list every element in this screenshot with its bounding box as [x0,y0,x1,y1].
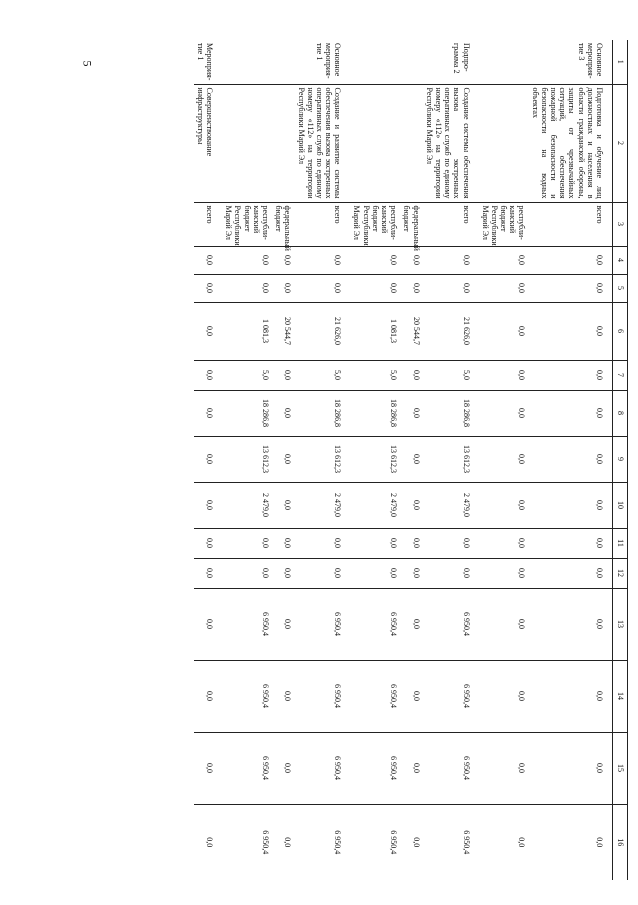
value-cell: 1 081,3 [350,302,400,360]
value-cell: 0,0 [194,390,222,436]
value-cell: 0,0 [529,732,613,804]
program-name-cell: Создание и развитие системы обеспечения вызова экстренных оперативных служб по единому номеру «112» на территории Республики Марий Эл [294,84,350,202]
table-row [529,40,613,880]
value-cell: 0,0 [222,528,272,558]
value-cell: 6 950,4 [350,804,400,880]
value-cell: 0,0 [400,360,422,390]
funding-source-cell: республи-канский бюджет Республики Марий Эл [479,202,529,246]
table-row [400,40,422,880]
column-header: 8 [613,390,628,436]
value-cell: 6 950,4 [350,660,400,732]
value-cell: 0,0 [479,246,529,274]
value-cell: 18 286,8 [222,390,272,436]
value-cell: 0,0 [479,804,529,880]
table-header-row [613,40,628,880]
column-header: 9 [613,436,628,482]
value-cell: 0,0 [423,246,479,274]
value-cell: 0,0 [272,804,294,880]
value-cell: 20 544,7 [272,302,294,360]
column-header: 16 [613,804,628,880]
value-cell: 5,0 [222,360,272,390]
value-cell: 6 950,4 [294,588,350,660]
value-cell: 0,0 [350,528,400,558]
value-cell: 0,0 [272,246,294,274]
funding-source-cell: всего [529,202,613,246]
value-cell: 0,0 [272,588,294,660]
value-cell: 5,0 [294,360,350,390]
table-row [479,40,529,880]
value-cell: 2 479,0 [294,482,350,528]
value-cell: 0,0 [350,558,400,588]
value-cell: 0,0 [479,660,529,732]
value-cell: 0,0 [294,246,350,274]
value-cell: 0,0 [400,274,422,302]
value-cell: 1 081,3 [222,302,272,360]
value-cell: 18 286,8 [294,390,350,436]
program-type-cell: Основное мероприя-тие 3 [576,43,604,79]
value-cell: 0,0 [400,246,422,274]
program-name-cell [350,84,400,202]
column-header: 13 [613,588,628,660]
column-header: 7 [613,360,628,390]
value-cell: 0,0 [400,804,422,880]
column-header: 2 [613,84,628,202]
value-cell: 0,0 [294,528,350,558]
value-cell: 0,0 [479,302,529,360]
column-header: 11 [613,528,628,558]
table-row [350,40,400,880]
value-cell: 0,0 [479,274,529,302]
value-cell: 6 950,4 [423,588,479,660]
program-name-cell: Создание системы обеспечения вызова экстренных оперативных служб по единому номеру «112» на территории Республики Марий Эл [423,84,479,202]
value-cell: 0,0 [529,558,613,588]
value-cell: 0,0 [272,274,294,302]
column-header: 14 [613,660,628,732]
value-cell: 0,0 [400,660,422,732]
program-type-cell: Подпро-грамма 2 [452,43,471,74]
value-cell: 0,0 [479,360,529,390]
value-cell: 13 612,3 [294,436,350,482]
column-header: 12 [613,558,628,588]
table-row [272,40,294,880]
value-cell: 0,0 [423,558,479,588]
value-cell: 0,0 [529,588,613,660]
value-cell: 0,0 [423,528,479,558]
value-cell: 0,0 [400,732,422,804]
value-cell: 6 950,4 [423,732,479,804]
program-type-cell [479,40,529,84]
value-cell: 0,0 [272,528,294,558]
value-cell: 21 626,0 [294,302,350,360]
value-cell: 0,0 [529,804,613,880]
funding-source-cell: всего [294,202,350,246]
value-cell: 0,0 [350,274,400,302]
value-cell: 6 950,4 [294,804,350,880]
value-cell: 18 286,8 [350,390,400,436]
value-cell: 0,0 [222,274,272,302]
value-cell: 0,0 [194,360,222,390]
budget-table [194,40,628,880]
program-type-cell [400,40,422,84]
value-cell: 0,0 [479,558,529,588]
program-name-cell: Совершенствование инфраструктуры [194,84,222,202]
funding-source-cell: федеральный бюджет [400,202,422,246]
value-cell: 0,0 [479,482,529,528]
rotated-table-wrapper [132,40,628,880]
value-cell: 0,0 [272,558,294,588]
value-cell: 0,0 [529,246,613,274]
value-cell: 0,0 [194,558,222,588]
value-cell: 21 626,0 [423,302,479,360]
column-header: 1 [613,40,628,84]
value-cell: 6 950,4 [222,588,272,660]
program-name-cell [222,84,272,202]
program-name-cell [272,84,294,202]
value-cell: 0,0 [529,302,613,360]
value-cell: 0,0 [194,302,222,360]
value-cell: 0,0 [529,660,613,732]
value-cell: 5,0 [423,360,479,390]
value-cell: 6 950,4 [294,660,350,732]
value-cell: 0,0 [194,528,222,558]
value-cell: 0,0 [294,274,350,302]
value-cell: 6 950,4 [350,732,400,804]
column-header: 10 [613,482,628,528]
column-header: 6 [613,302,628,360]
value-cell: 0,0 [479,732,529,804]
value-cell: 13 612,3 [423,436,479,482]
value-cell: 0,0 [529,274,613,302]
value-cell: 0,0 [272,482,294,528]
value-cell: 0,0 [272,660,294,732]
value-cell: 0,0 [400,482,422,528]
value-cell: 2 479,0 [222,482,272,528]
value-cell: 0,0 [194,804,222,880]
value-cell: 0,0 [272,436,294,482]
table-body [194,40,613,880]
value-cell: 0,0 [529,390,613,436]
value-cell: 0,0 [272,360,294,390]
funding-source-cell: республи-канский бюджет Республики Марий Эл [222,202,272,246]
value-cell: 0,0 [400,558,422,588]
value-cell: 2 479,0 [350,482,400,528]
program-type-cell [350,40,400,84]
value-cell: 0,0 [194,482,222,528]
value-cell: 0,0 [194,588,222,660]
funding-source-cell: всего [423,202,479,246]
value-cell: 0,0 [194,436,222,482]
value-cell: 6 950,4 [222,660,272,732]
value-cell: 0,0 [529,482,613,528]
value-cell: 0,0 [194,660,222,732]
value-cell: 0,0 [479,390,529,436]
value-cell: 0,0 [194,246,222,274]
value-cell: 0,0 [400,390,422,436]
column-header: 4 [613,246,628,274]
value-cell: 0,0 [529,360,613,390]
value-cell: 0,0 [479,528,529,558]
column-header: 15 [613,732,628,804]
table-row [222,40,272,880]
value-cell: 6 950,4 [222,804,272,880]
funding-source-cell: республи-канский бюджет Республики Марий Эл [350,202,400,246]
value-cell: 0,0 [194,274,222,302]
value-cell: 5,0 [350,360,400,390]
value-cell: 0,0 [222,246,272,274]
value-cell: 6 950,4 [423,804,479,880]
value-cell: 13 612,3 [222,436,272,482]
value-cell: 0,0 [529,436,613,482]
program-type-cell [272,40,294,84]
value-cell: 0,0 [423,274,479,302]
value-cell: 18 286,8 [423,390,479,436]
value-cell: 0,0 [400,588,422,660]
program-name-cell: Подготовка и обучение лиц должностных и населения в области гражданской обороны, защиты от чрезвычайных ситуаций, обеспечения пожарной безопасности и безопасности на водных объектах [529,84,613,202]
value-cell: 13 612,3 [350,436,400,482]
value-cell: 0,0 [400,528,422,558]
column-header: 3 [613,202,628,246]
value-cell: 0,0 [194,732,222,804]
value-cell: 0,0 [294,558,350,588]
value-cell: 0,0 [479,588,529,660]
value-cell: 20 544,7 [400,302,422,360]
value-cell: 0,0 [272,732,294,804]
column-header: 5 [613,274,628,302]
value-cell: 6 950,4 [294,732,350,804]
page-number: 5 [80,60,95,67]
value-cell: 0,0 [529,528,613,558]
program-name-cell [479,84,529,202]
program-type-cell: Мероприя-тие 1 [195,43,215,81]
value-cell: 6 950,4 [350,588,400,660]
funding-source-cell: всего [194,202,222,246]
value-cell: 0,0 [222,558,272,588]
table-row [294,40,350,880]
funding-source-cell: федеральный бюджет [272,202,294,246]
value-cell: 0,0 [350,246,400,274]
table-row [423,40,479,880]
program-type-cell [222,40,272,84]
value-cell: 6 950,4 [222,732,272,804]
value-cell: 2 479,0 [423,482,479,528]
value-cell: 0,0 [479,436,529,482]
program-name-cell [400,84,422,202]
program-type-cell: Основное мероприя-тие 1 [314,43,343,79]
value-cell: 0,0 [272,390,294,436]
value-cell: 6 950,4 [423,660,479,732]
value-cell: 0,0 [400,436,422,482]
table-row [194,40,222,880]
